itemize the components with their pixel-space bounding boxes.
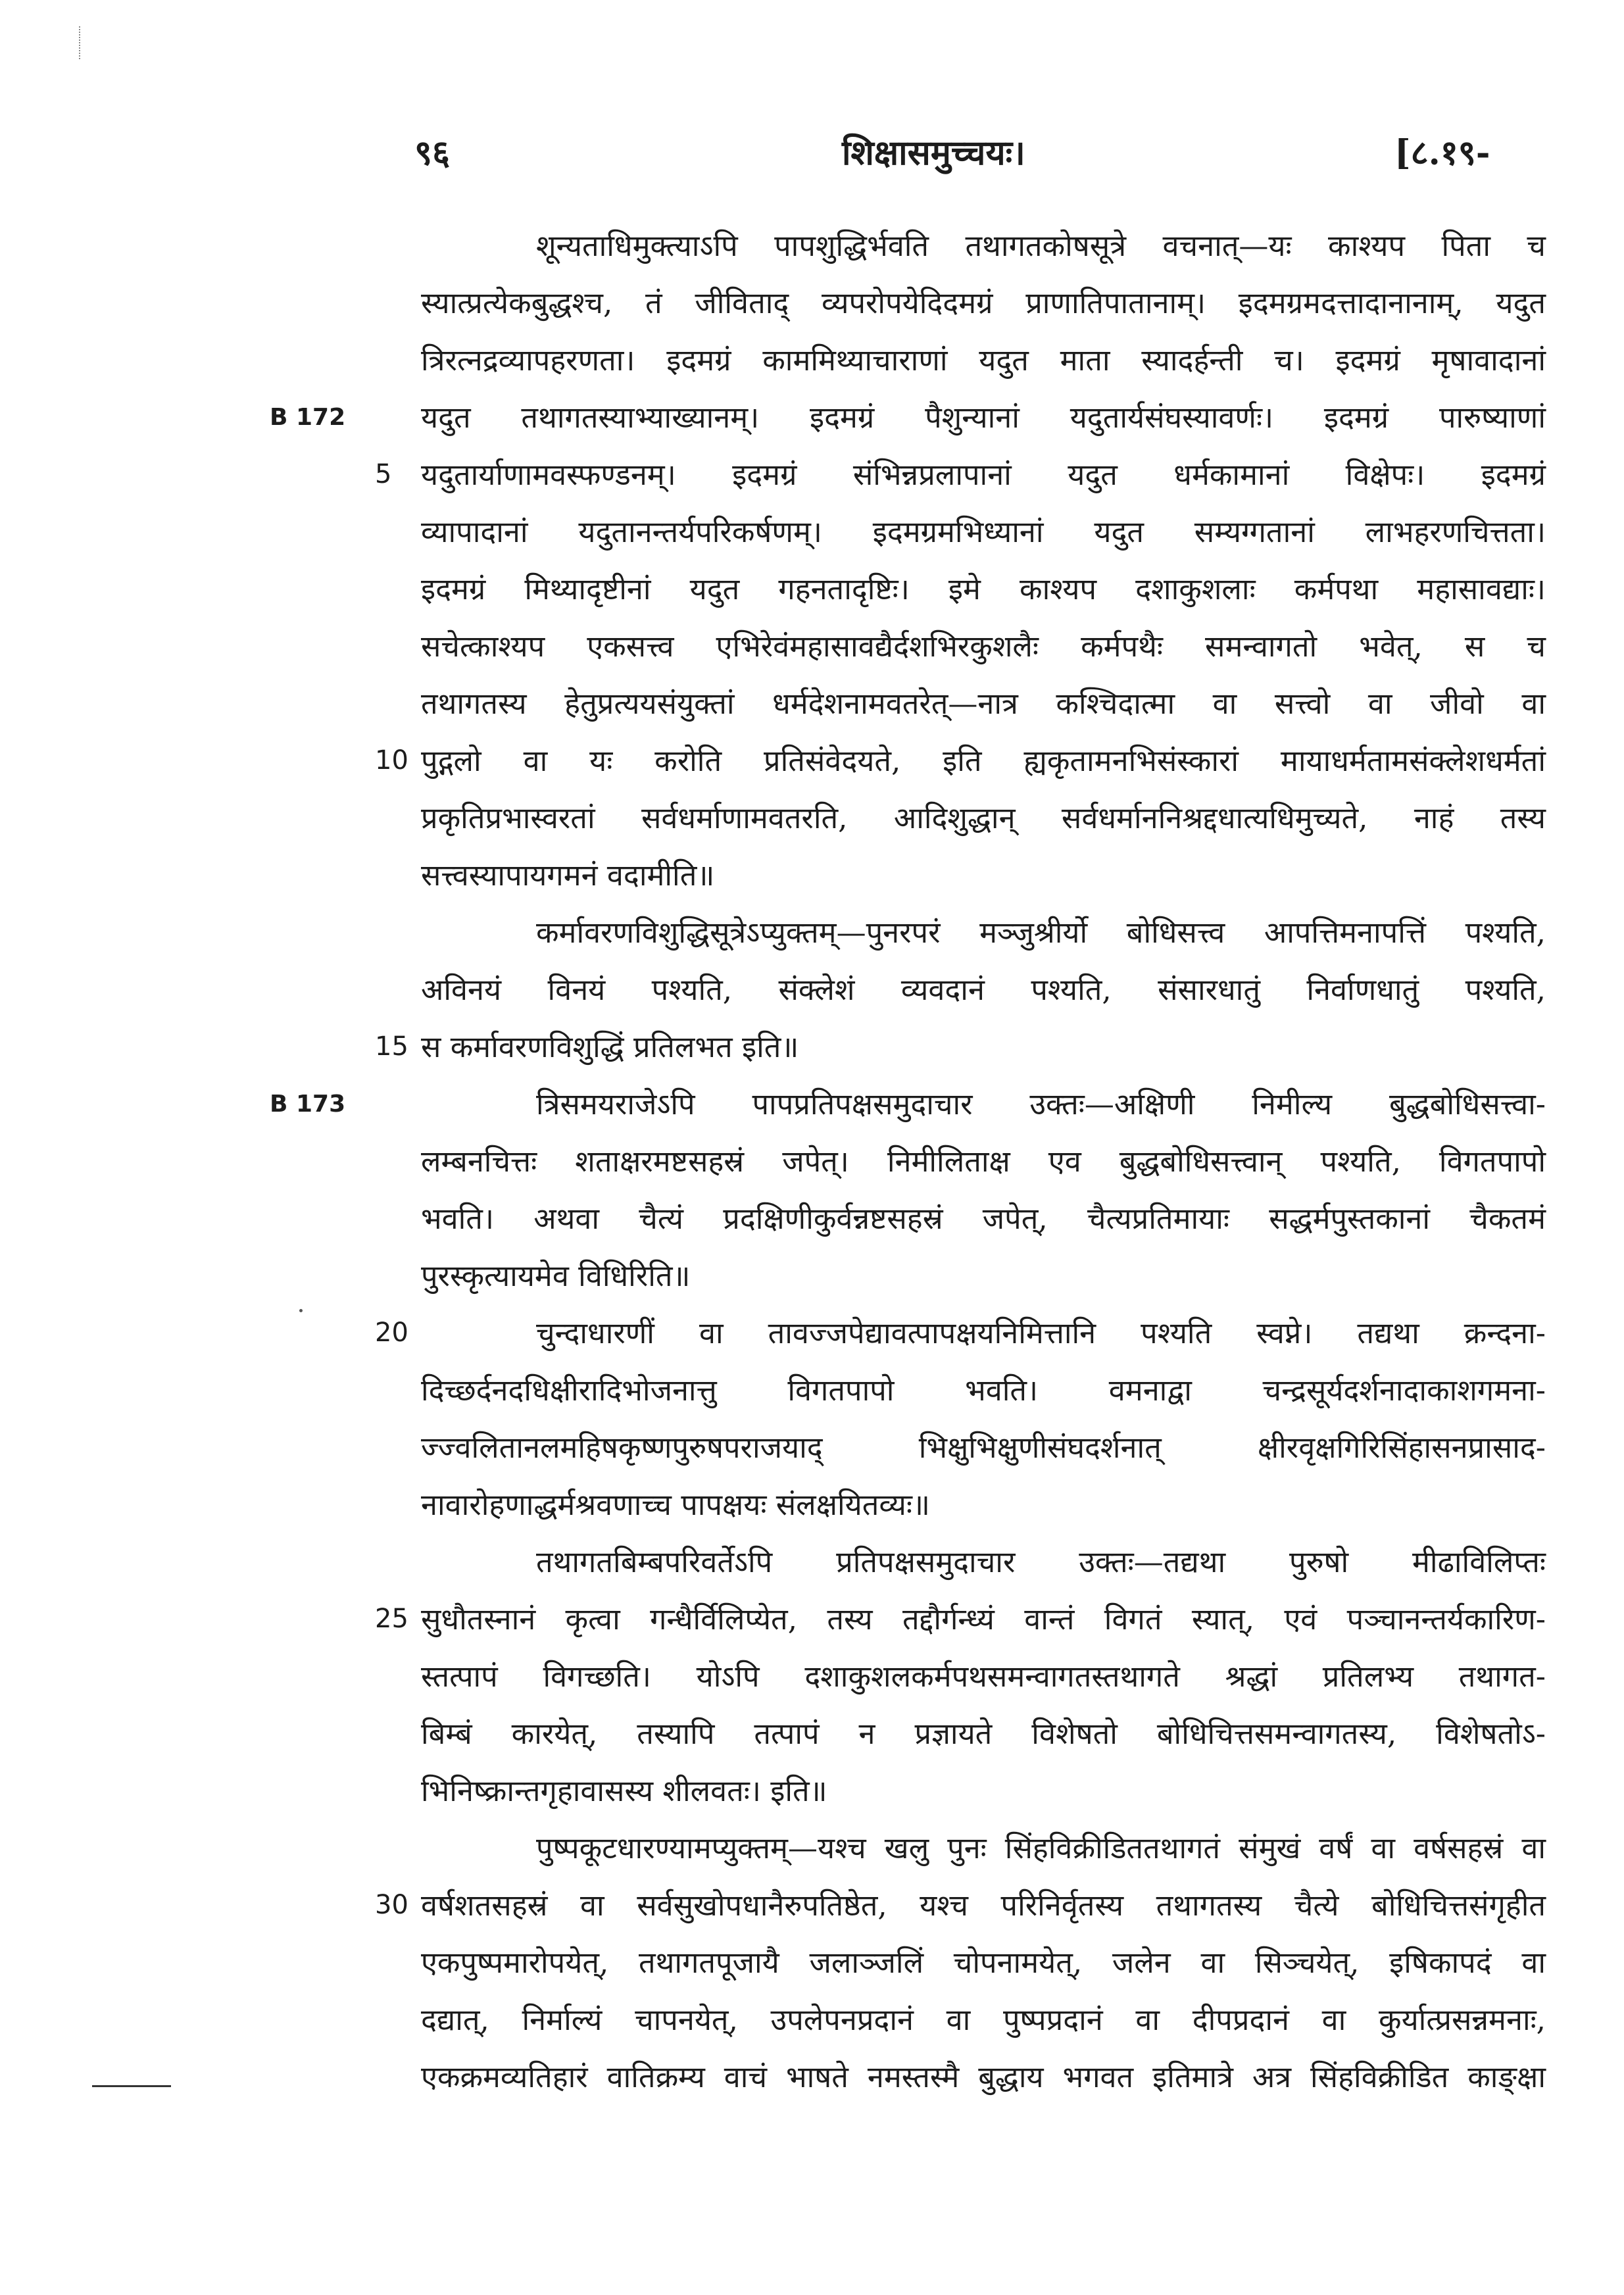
text-line: एकपुष्पमारोपयेत्, तथागतपूजायै जलाञ्जलिं चोपनामयेत्, जलेन वा सिञ्चयेत्, इषिकापदं वा bbox=[421, 1945, 1546, 1980]
line-number: 20 bbox=[375, 1318, 408, 1348]
text-line: अविनयं विनयं पश्यति, संक्लेशं व्यवदानं पश्यति, संसारधातुं निर्वाणधातुं पश्यति, bbox=[421, 972, 1546, 1007]
text-line: दद्यात्, निर्माल्यं चापनयेत्, उपलेपनप्रदानं वा पुष्पप्रदानं वा दीपप्रदानं वा कुर्यात्प्रसन्नमनाः, bbox=[421, 2002, 1546, 2037]
margin-ref-b173: B 173 bbox=[270, 1091, 346, 1118]
text-line bbox=[375, 1018, 1546, 1075]
text-line: त्रिरत्नद्रव्यापहरणता। इदमग्रं काममिथ्याचाराणां यदुत माता स्यादर्हन्ती च। इदमग्रं मृषावादानां bbox=[421, 343, 1546, 378]
text-line bbox=[375, 446, 1546, 503]
text-line: पुष्पकूटधारण्यामप्युक्तम्—यश्च खलु पुनः सिंहविक्रीडिततथागतं संमुखं वर्षं वा वर्षसहस्रं वा bbox=[536, 1831, 1546, 1865]
section-ref: [८.१९- bbox=[1394, 133, 1490, 173]
line-number: 15 bbox=[375, 1031, 408, 1062]
scan-mark bbox=[79, 26, 82, 59]
text-line: ज्ज्वलितानलमहिषकृष्णपुरुषपराजयाद् भिक्षुभिक्षुणीसंघदर्शनात् क्षीरवृक्षगिरिसिंहासनप्रासाद- bbox=[421, 1430, 1546, 1465]
line-number: 10 bbox=[375, 745, 408, 776]
text-line-content: पुद्गलो वा यः करोति प्रतिसंवेदयते, इति ह्यकृतामनभिसंस्कारां मायाधर्मतामसंक्लेशधर्मतां bbox=[421, 743, 1546, 778]
text-line: भिनिष्क्रान्तगृहावासस्य शीलवतः। इति॥ bbox=[421, 1773, 827, 1808]
text-line: स्तत्पापं विगच्छति। योऽपि दशाकुशलकर्मपथसमन्वागतस्तथागते श्रद्धां प्रतिलभ्य तथागत- bbox=[421, 1659, 1546, 1694]
scan-rule bbox=[92, 2085, 171, 2087]
text-line bbox=[270, 1075, 1546, 1133]
text-line: शून्यताधिमुक्त्याऽपि पापशुद्धिर्भवति तथागतकोषसूत्रे वचनात्—यः काश्यप पिता च bbox=[536, 228, 1546, 263]
line-number: 25 bbox=[375, 1604, 408, 1634]
text-line: प्रकृतिप्रभास्वरतां सर्वधर्माणामवतरति, आदिशुद्धान् सर्वधर्माननिश्रद्दधात्यधिमुच्यते, नाहं तस्य bbox=[421, 801, 1546, 835]
text-line: नावारोहणाद्धर्मश्रवणाच्च पापक्षयः संलक्षयितव्यः॥ bbox=[421, 1487, 930, 1522]
line-number: 5 bbox=[375, 459, 392, 489]
running-title: शिक्षासमुच्चयः। bbox=[842, 133, 1025, 173]
page-number: ९६ bbox=[414, 133, 451, 173]
scan-dot bbox=[299, 1309, 303, 1312]
text-line: भवति। अथवा चैत्यं प्रदक्षिणीकुर्वन्नष्टसहस्रं जपेत्, चैत्यप्रतिमायाः सद्धर्मपुस्तकानां चैकतमं bbox=[421, 1201, 1546, 1236]
text-line-content: सुधौतस्नानं कृत्वा गन्धैर्विलिप्येत, तस्य तद्दौर्गन्ध्यं वान्तं विगतं स्यात्, एवं पञ्चानन्तर्यकारिण- bbox=[421, 1602, 1546, 1637]
text-line: सचेत्काश्यप एकसत्त्व एभिरेवंमहासावद्यैर्दशभिरकुशलैः कर्मपथैः समन्वागतो भवेत्, स च bbox=[421, 629, 1546, 664]
text-line: एकक्रमव्यतिहारं वातिक्रम्य वाचं भाषते नमस्तस्मै बुद्धाय भगवत इतिमात्रे अत्र सिंहविक्रीडित काङ्क्षा bbox=[421, 2060, 1546, 2094]
text-line: पुरस्कृत्यायमेव विधिरिति॥ bbox=[421, 1258, 691, 1293]
text-line bbox=[375, 732, 1546, 789]
text-line-content: त्रिसमयराजेऽपि पापप्रतिपक्षसमुदाचार उक्तः—अक्षिणी निमील्य बुद्धबोधिसत्त्वा- bbox=[536, 1087, 1546, 1122]
text-line-content: यदुतार्याणामवस्फण्डनम्। इदमग्रं संभिन्नप्रलापानां यदुत धर्मकामानां विक्षेपः। इदमग्रं bbox=[421, 457, 1546, 492]
text-line: इदमग्रं मिथ्यादृष्टीनां यदुत गहनतादृष्टिः। इमे काश्यप दशाकुशलाः कर्मपथा महासावद्याः। bbox=[421, 572, 1546, 606]
text-line: सत्त्वस्यापायगमनं वदामीति॥ bbox=[421, 858, 715, 893]
text-line-content: चुन्दाधारणीं वा तावज्जपेद्यावत्पापक्षयनिमित्तानि पश्यति स्वप्ने। तद्यथा क्रन्दना- bbox=[536, 1316, 1546, 1350]
text-line-content: यदुत तथागतस्याभ्याख्यानम्। इदमग्रं पैशुन्यानां यदुतार्यसंघस्यावर्णः। इदमग्रं पारुष्याणां bbox=[421, 400, 1546, 435]
text-line bbox=[375, 1591, 1546, 1648]
text-line bbox=[270, 389, 1546, 446]
text-line: तथागतबिम्बपरिवर्तेऽपि प्रतिपक्षसमुदाचार उक्तः—तद्यथा पुरुषो मीढाविलिप्तः bbox=[536, 1544, 1546, 1579]
line-number: 30 bbox=[375, 1890, 408, 1920]
text-line bbox=[375, 1877, 1546, 1934]
text-line: लम्बनचित्तः शताक्षरमष्टसहस्रं जपेत्। निमीलिताक्ष एव बुद्धबोधिसत्त्वान् पश्यति, विगतपापो bbox=[421, 1144, 1546, 1179]
text-line: कर्मावरणविशुद्धिसूत्रेऽप्युक्तम्—पुनरपरं मञ्जुश्रीर्यो बोधिसत्त्व आपत्तिमनापत्तिं पश्यति, bbox=[536, 915, 1546, 950]
text-line-content: स कर्मावरणविशुद्धिं प्रतिलभत इति॥ bbox=[421, 1029, 799, 1064]
text-line: तथागतस्य हेतुप्रत्ययसंयुक्तां धर्मदेशनामवतरेत्—नात्र कश्चिदात्मा वा सत्त्वो वा जीवो वा bbox=[421, 686, 1546, 721]
text-line bbox=[375, 1304, 1546, 1362]
text-line: व्यापादानां यदुतानन्तर्यपरिकर्षणम्। इदमग्रमभिध्यानां यदुत सम्यग्गतानां लाभहरणचित्तता। bbox=[421, 514, 1546, 549]
text-line-content: वर्षशतसहस्रं वा सर्वसुखोपधानैरुपतिष्ठेत, यश्च परिनिर्वृतस्य तथागतस्य चैत्ये बोधिचित्तसंगृहीत bbox=[421, 1888, 1546, 1923]
text-line: स्यात्प्रत्येकबुद्धश्च, तं जीविताद् व्यपरोपयेदिदमग्रं प्राणातिपातानाम्। इदमग्रमदत्तादानानाम्, यदुत bbox=[421, 285, 1546, 320]
text-body bbox=[270, 217, 1546, 2106]
text-line: बिम्बं कारयेत्, तस्यापि तत्पापं न प्रज्ञायते विशेषतो बोधिचित्तसमन्वागतस्य, विशेषतोऽ- bbox=[421, 1716, 1546, 1751]
text-line: दिच्छर्दनदधिक्षीरादिभोजनात्तु विगतपापो भवति। वमनाद्वा चन्द्रसूर्यदर्शनादाकाशगमना- bbox=[421, 1373, 1546, 1408]
margin-ref-b172: B 172 bbox=[270, 404, 346, 431]
